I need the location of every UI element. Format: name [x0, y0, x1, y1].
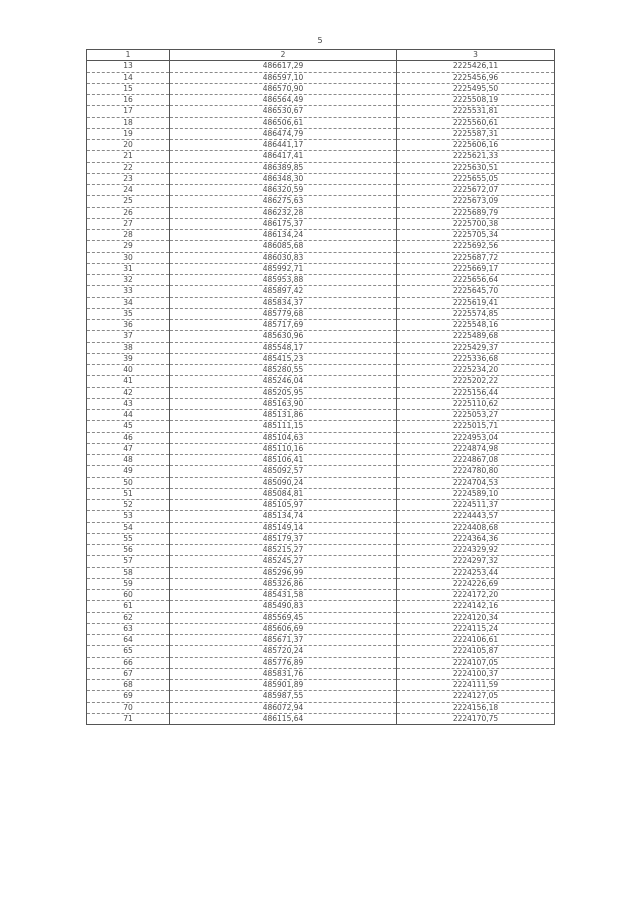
y-coordinate-cell: 2225689,79 [397, 207, 555, 218]
table-row [87, 376, 555, 387]
x-coordinate-cell: 485106,41 [170, 455, 397, 466]
y-coordinate-cell: 2225015,71 [397, 421, 555, 432]
point-number-cell: 63 [87, 623, 170, 634]
y-coordinate-cell: 2224105,87 [397, 646, 555, 657]
point-number-cell: 37 [87, 331, 170, 342]
x-coordinate-cell: 486232,28 [170, 207, 397, 218]
table-row [87, 106, 555, 117]
y-coordinate-cell: 2225687,72 [397, 252, 555, 263]
y-coordinate-cell: 2224111,59 [397, 680, 555, 691]
x-coordinate-cell: 485901,89 [170, 680, 397, 691]
y-coordinate-cell: 2225705,34 [397, 230, 555, 241]
y-coordinate-cell: 2225645,70 [397, 286, 555, 297]
x-coordinate-cell: 485671,37 [170, 635, 397, 646]
point-number-cell: 23 [87, 173, 170, 184]
table-header-row [87, 50, 555, 61]
point-number-cell: 58 [87, 567, 170, 578]
y-coordinate-cell: 2224115,24 [397, 623, 555, 634]
y-coordinate-cell: 2224780,80 [397, 466, 555, 477]
y-coordinate-cell: 2224100,37 [397, 668, 555, 679]
x-coordinate-cell: 485834,37 [170, 297, 397, 308]
y-coordinate-cell: 2225456,96 [397, 72, 555, 83]
point-number-cell: 15 [87, 83, 170, 94]
x-coordinate-cell: 485630,96 [170, 331, 397, 342]
coordinates-table-body [87, 50, 555, 725]
y-coordinate-cell: 2225656,64 [397, 275, 555, 286]
y-coordinate-cell: 2225587,31 [397, 128, 555, 139]
x-coordinate-cell: 486441,17 [170, 140, 397, 151]
x-coordinate-cell: 486389,85 [170, 162, 397, 173]
y-coordinate-cell: 2224364,36 [397, 533, 555, 544]
table-row [87, 162, 555, 173]
point-number-cell: 43 [87, 398, 170, 409]
y-coordinate-cell: 2224589,10 [397, 488, 555, 499]
table-row [87, 173, 555, 184]
x-coordinate-cell: 485179,37 [170, 533, 397, 544]
x-coordinate-cell: 486275,63 [170, 196, 397, 207]
table-row [87, 61, 555, 72]
point-number-cell: 14 [87, 72, 170, 83]
table-row [87, 275, 555, 286]
y-coordinate-cell: 2224172,20 [397, 590, 555, 601]
point-number-cell: 16 [87, 95, 170, 106]
point-number-cell: 31 [87, 263, 170, 274]
table-row [87, 218, 555, 229]
y-coordinate-cell: 2225548,16 [397, 320, 555, 331]
point-number-cell: 60 [87, 590, 170, 601]
table-row [87, 443, 555, 454]
table-row [87, 353, 555, 364]
table-row [87, 500, 555, 511]
point-number-cell: 68 [87, 680, 170, 691]
point-number-cell: 25 [87, 196, 170, 207]
y-coordinate-cell: 2225508,19 [397, 95, 555, 106]
x-coordinate-cell: 485134,74 [170, 511, 397, 522]
point-number-cell: 20 [87, 140, 170, 151]
table-row [87, 680, 555, 691]
x-coordinate-cell: 485131,86 [170, 410, 397, 421]
point-number-cell: 44 [87, 410, 170, 421]
y-coordinate-cell: 2225495,50 [397, 83, 555, 94]
point-number-cell: 56 [87, 545, 170, 556]
table-row [87, 72, 555, 83]
x-coordinate-cell: 486115,64 [170, 713, 397, 724]
point-number-cell: 62 [87, 612, 170, 623]
x-coordinate-cell: 486072,94 [170, 702, 397, 713]
point-number-cell: 42 [87, 387, 170, 398]
point-number-cell: 22 [87, 162, 170, 173]
table-row [87, 668, 555, 679]
x-coordinate-cell: 486564,49 [170, 95, 397, 106]
x-coordinate-cell: 485326,86 [170, 578, 397, 589]
x-coordinate-cell: 486348,30 [170, 173, 397, 184]
table-row [87, 185, 555, 196]
point-number-cell: 18 [87, 117, 170, 128]
point-number-cell: 54 [87, 522, 170, 533]
y-coordinate-cell: 2224127,05 [397, 691, 555, 702]
point-number-cell: 28 [87, 230, 170, 241]
point-number-cell: 27 [87, 218, 170, 229]
table-row [87, 331, 555, 342]
x-coordinate-cell: 485431,58 [170, 590, 397, 601]
point-number-cell: 40 [87, 365, 170, 376]
header-cell-point: 1 [87, 50, 170, 61]
y-coordinate-cell: 2225621,33 [397, 151, 555, 162]
x-coordinate-cell: 485779,68 [170, 308, 397, 319]
table-row [87, 713, 555, 724]
y-coordinate-cell: 2224297,32 [397, 556, 555, 567]
point-number-cell: 51 [87, 488, 170, 499]
x-coordinate-cell: 486570,90 [170, 83, 397, 94]
x-coordinate-cell: 485717,69 [170, 320, 397, 331]
x-coordinate-cell: 486320,59 [170, 185, 397, 196]
y-coordinate-cell: 2224511,37 [397, 500, 555, 511]
y-coordinate-cell: 2225700,38 [397, 218, 555, 229]
point-number-cell: 65 [87, 646, 170, 657]
x-coordinate-cell: 485831,76 [170, 668, 397, 679]
point-number-cell: 57 [87, 556, 170, 567]
y-coordinate-cell: 2224329,92 [397, 545, 555, 556]
y-coordinate-cell: 2224107,05 [397, 657, 555, 668]
point-number-cell: 53 [87, 511, 170, 522]
point-number-cell: 70 [87, 702, 170, 713]
table-row [87, 398, 555, 409]
y-coordinate-cell: 2225673,09 [397, 196, 555, 207]
point-number-cell: 13 [87, 61, 170, 72]
point-number-cell: 19 [87, 128, 170, 139]
table-row [87, 128, 555, 139]
y-coordinate-cell: 2225655,05 [397, 173, 555, 184]
y-coordinate-cell: 2224953,04 [397, 432, 555, 443]
x-coordinate-cell: 485105,97 [170, 500, 397, 511]
y-coordinate-cell: 2225053,27 [397, 410, 555, 421]
x-coordinate-cell: 485245,27 [170, 556, 397, 567]
point-number-cell: 59 [87, 578, 170, 589]
table-row [87, 252, 555, 263]
y-coordinate-cell: 2225234,20 [397, 365, 555, 376]
point-number-cell: 30 [87, 252, 170, 263]
point-number-cell: 36 [87, 320, 170, 331]
table-row [87, 691, 555, 702]
y-coordinate-cell: 2225531,81 [397, 106, 555, 117]
point-number-cell: 35 [87, 308, 170, 319]
header-cell-y: 3 [397, 50, 555, 61]
y-coordinate-cell: 2225672,07 [397, 185, 555, 196]
x-coordinate-cell: 485090,24 [170, 477, 397, 488]
x-coordinate-cell: 485163,90 [170, 398, 397, 409]
table-row [87, 387, 555, 398]
y-coordinate-cell: 2225692,56 [397, 241, 555, 252]
point-number-cell: 49 [87, 466, 170, 477]
y-coordinate-cell: 2224156,18 [397, 702, 555, 713]
table-row [87, 533, 555, 544]
table-row [87, 320, 555, 331]
x-coordinate-cell: 486417,41 [170, 151, 397, 162]
x-coordinate-cell: 485897,42 [170, 286, 397, 297]
header-cell-x: 2 [170, 50, 397, 61]
table-row [87, 342, 555, 353]
y-coordinate-cell: 2225336,68 [397, 353, 555, 364]
y-coordinate-cell: 2224874,98 [397, 443, 555, 454]
table-row [87, 286, 555, 297]
y-coordinate-cell: 2225110,62 [397, 398, 555, 409]
point-number-cell: 69 [87, 691, 170, 702]
table-row [87, 545, 555, 556]
point-number-cell: 66 [87, 657, 170, 668]
x-coordinate-cell: 486617,29 [170, 61, 397, 72]
y-coordinate-cell: 2225202,22 [397, 376, 555, 387]
x-coordinate-cell: 486597,10 [170, 72, 397, 83]
table-row [87, 623, 555, 634]
x-coordinate-cell: 485548,17 [170, 342, 397, 353]
table-row [87, 83, 555, 94]
coordinates-table [86, 49, 555, 725]
point-number-cell: 50 [87, 477, 170, 488]
point-number-cell: 38 [87, 342, 170, 353]
x-coordinate-cell: 485110,16 [170, 443, 397, 454]
x-coordinate-cell: 486134,24 [170, 230, 397, 241]
y-coordinate-cell: 2225669,17 [397, 263, 555, 274]
table-row [87, 140, 555, 151]
x-coordinate-cell: 485246,04 [170, 376, 397, 387]
point-number-cell: 48 [87, 455, 170, 466]
y-coordinate-cell: 2225606,16 [397, 140, 555, 151]
table-row [87, 466, 555, 477]
table-row [87, 241, 555, 252]
table-row [87, 612, 555, 623]
y-coordinate-cell: 2224408,68 [397, 522, 555, 533]
table-row [87, 646, 555, 657]
table-row [87, 702, 555, 713]
y-coordinate-cell: 2224867,08 [397, 455, 555, 466]
table-row [87, 432, 555, 443]
x-coordinate-cell: 486175,37 [170, 218, 397, 229]
x-coordinate-cell: 485776,89 [170, 657, 397, 668]
y-coordinate-cell: 2225429,37 [397, 342, 555, 353]
table-row [87, 365, 555, 376]
x-coordinate-cell: 485084,81 [170, 488, 397, 499]
table-row [87, 230, 555, 241]
x-coordinate-cell: 486085,68 [170, 241, 397, 252]
y-coordinate-cell: 2224120,34 [397, 612, 555, 623]
y-coordinate-cell: 2224142,16 [397, 601, 555, 612]
point-number-cell: 61 [87, 601, 170, 612]
table-row [87, 556, 555, 567]
y-coordinate-cell: 2225574,85 [397, 308, 555, 319]
point-number-cell: 41 [87, 376, 170, 387]
table-row [87, 567, 555, 578]
point-number-cell: 34 [87, 297, 170, 308]
x-coordinate-cell: 485415,23 [170, 353, 397, 364]
point-number-cell: 26 [87, 207, 170, 218]
table-row [87, 522, 555, 533]
x-coordinate-cell: 485215,27 [170, 545, 397, 556]
x-coordinate-cell: 485280,55 [170, 365, 397, 376]
point-number-cell: 55 [87, 533, 170, 544]
table-row [87, 410, 555, 421]
table-row [87, 477, 555, 488]
point-number-cell: 24 [87, 185, 170, 196]
x-coordinate-cell: 485104,63 [170, 432, 397, 443]
point-number-cell: 45 [87, 421, 170, 432]
point-number-cell: 71 [87, 713, 170, 724]
x-coordinate-cell: 486530,67 [170, 106, 397, 117]
x-coordinate-cell: 485490,83 [170, 601, 397, 612]
x-coordinate-cell: 485987,55 [170, 691, 397, 702]
x-coordinate-cell: 485992,71 [170, 263, 397, 274]
point-number-cell: 52 [87, 500, 170, 511]
y-coordinate-cell: 2225489,68 [397, 331, 555, 342]
x-coordinate-cell: 485149,14 [170, 522, 397, 533]
table-row [87, 421, 555, 432]
table-row [87, 657, 555, 668]
table-row [87, 601, 555, 612]
table-row [87, 308, 555, 319]
point-number-cell: 67 [87, 668, 170, 679]
point-number-cell: 39 [87, 353, 170, 364]
table-row [87, 635, 555, 646]
point-number-cell: 32 [87, 275, 170, 286]
y-coordinate-cell: 2224226,69 [397, 578, 555, 589]
x-coordinate-cell: 485720,24 [170, 646, 397, 657]
x-coordinate-cell: 485111,15 [170, 421, 397, 432]
y-coordinate-cell: 2224253,44 [397, 567, 555, 578]
x-coordinate-cell: 485296,99 [170, 567, 397, 578]
y-coordinate-cell: 2224704,53 [397, 477, 555, 488]
table-row [87, 590, 555, 601]
table-row [87, 207, 555, 218]
page-number: 5 [317, 36, 323, 45]
point-number-cell: 29 [87, 241, 170, 252]
x-coordinate-cell: 486030,83 [170, 252, 397, 263]
table-row [87, 488, 555, 499]
y-coordinate-cell: 2225426,11 [397, 61, 555, 72]
x-coordinate-cell: 485205,95 [170, 387, 397, 398]
y-coordinate-cell: 2225560,61 [397, 117, 555, 128]
point-number-cell: 64 [87, 635, 170, 646]
y-coordinate-cell: 2225156,44 [397, 387, 555, 398]
table-row [87, 511, 555, 522]
table-row [87, 117, 555, 128]
y-coordinate-cell: 2224443,57 [397, 511, 555, 522]
table-row [87, 263, 555, 274]
table-row [87, 297, 555, 308]
y-coordinate-cell: 2224170,75 [397, 713, 555, 724]
x-coordinate-cell: 485092,57 [170, 466, 397, 477]
table-row [87, 95, 555, 106]
table-row [87, 578, 555, 589]
x-coordinate-cell: 486474,79 [170, 128, 397, 139]
x-coordinate-cell: 485606,69 [170, 623, 397, 634]
point-number-cell: 21 [87, 151, 170, 162]
y-coordinate-cell: 2224106,61 [397, 635, 555, 646]
x-coordinate-cell: 486506,61 [170, 117, 397, 128]
y-coordinate-cell: 2225619,41 [397, 297, 555, 308]
table-row [87, 151, 555, 162]
table-row [87, 196, 555, 207]
x-coordinate-cell: 485569,45 [170, 612, 397, 623]
point-number-cell: 46 [87, 432, 170, 443]
y-coordinate-cell: 2225630,51 [397, 162, 555, 173]
table-row [87, 455, 555, 466]
point-number-cell: 17 [87, 106, 170, 117]
point-number-cell: 47 [87, 443, 170, 454]
x-coordinate-cell: 485953,88 [170, 275, 397, 286]
point-number-cell: 33 [87, 286, 170, 297]
